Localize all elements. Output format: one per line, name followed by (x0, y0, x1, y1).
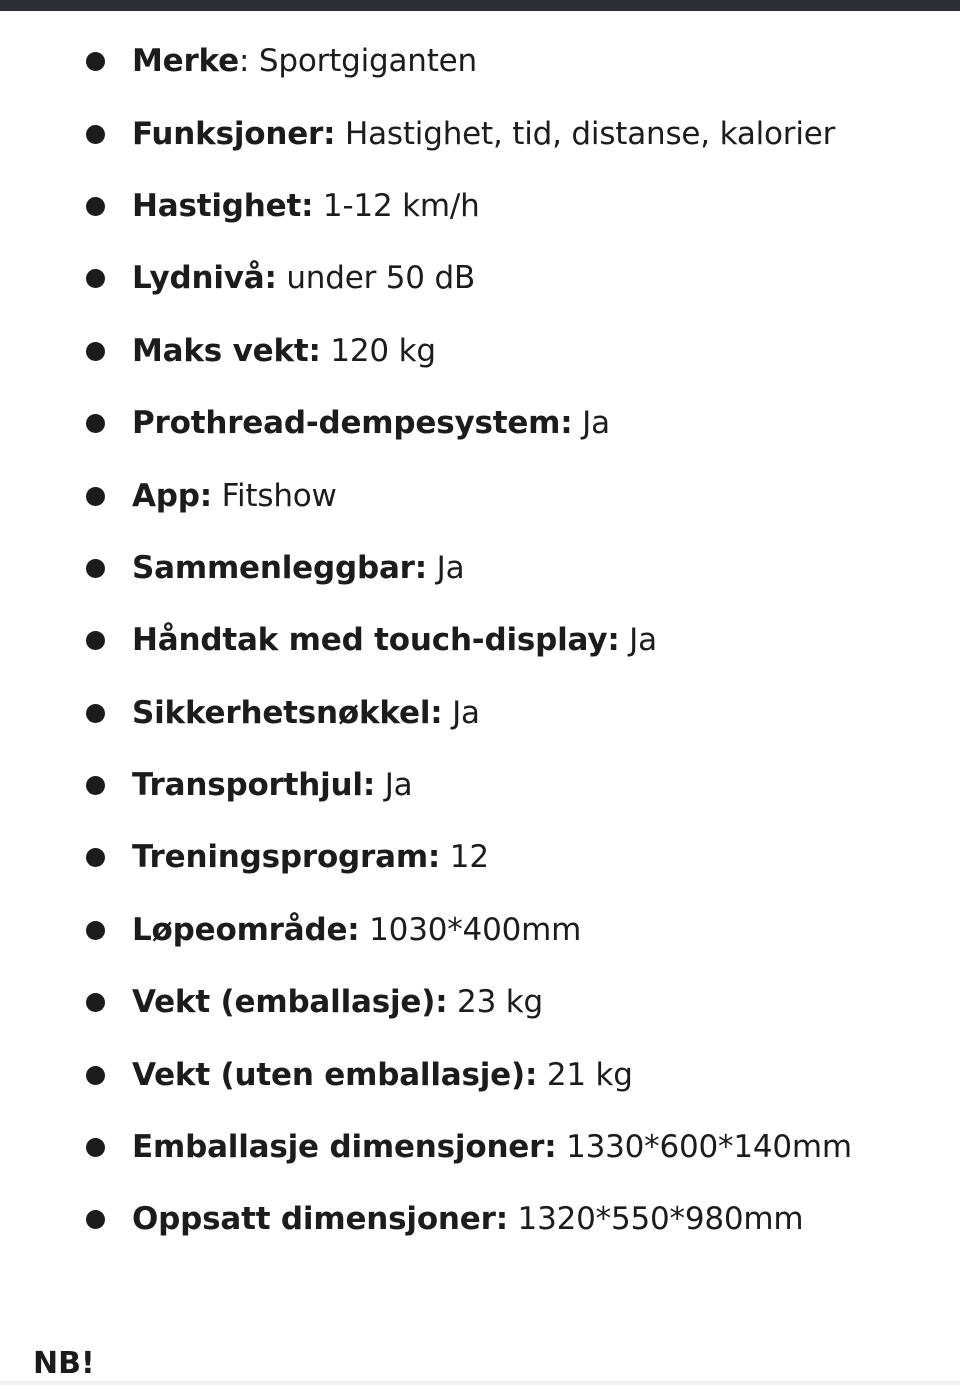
spec-label: Merke (132, 43, 239, 80)
note-heading: NB! (33, 1346, 95, 1381)
bullet-icon (86, 414, 105, 433)
bullet-icon (86, 197, 105, 216)
spec-label: Lydnivå: (132, 260, 277, 297)
spec-value: 1320*550*980mm (507, 1201, 804, 1238)
spec-label: Treningsprogram: (132, 839, 441, 876)
spec-label: Maks vekt: (132, 332, 321, 369)
spec-label: Sikkerhetsnøkkel: (132, 694, 443, 731)
spec-value: Ja (619, 622, 657, 659)
spec-item-sikkerhetsnokkel (0, 677, 960, 749)
spec-item-handtak (0, 604, 960, 676)
spec-item-hastighet (0, 170, 960, 242)
spec-item-vekt-uten-emballasje (0, 1038, 960, 1110)
bullet-icon (86, 704, 105, 723)
spec-label: Funksjoner: (132, 115, 336, 152)
spec-value: Ja (375, 767, 413, 804)
bullet-icon (86, 1210, 105, 1229)
spec-label: Transporthjul: (132, 767, 376, 804)
bullet-icon (86, 848, 105, 867)
spec-value: 1-12 km/h (313, 187, 480, 224)
spec-item-treningsprogram (0, 821, 960, 893)
spec-value: 12 (440, 839, 489, 876)
spec-value: Ja (442, 694, 480, 731)
bullet-icon (86, 52, 105, 71)
bullet-icon (86, 269, 105, 288)
bullet-icon (86, 993, 105, 1012)
bullet-icon (86, 1138, 105, 1157)
spec-item-emballasje-dimensjoner (0, 1111, 960, 1183)
spec-label: Vekt (uten emballasje): (132, 1056, 538, 1093)
spec-item-lydniva (0, 242, 960, 314)
spec-label: Vekt (emballasje): (132, 984, 448, 1021)
bullet-icon (86, 631, 105, 650)
spec-value: Sportgiganten (249, 43, 477, 80)
spec-label: Oppsatt dimensjoner: (132, 1201, 508, 1238)
spec-value: 1330*600*140mm (556, 1129, 852, 1166)
spec-value: under 50 dB (276, 260, 476, 297)
spec-separator: : (238, 43, 250, 80)
spec-value: Fitshow (211, 477, 337, 514)
spec-label: App: (132, 477, 212, 514)
spec-item-maks-vekt (0, 315, 960, 387)
spec-label: Emballasje dimensjoner: (132, 1129, 557, 1166)
spec-value: Ja (572, 405, 610, 442)
spec-item-oppsatt-dimensjoner (0, 1183, 960, 1255)
bullet-icon (86, 776, 105, 795)
spec-value: Ja (426, 549, 465, 586)
top-bar (0, 0, 960, 11)
spec-item-app (0, 459, 960, 531)
spec-label: Løpeområde: (132, 911, 360, 948)
spec-label: Hastighet: (132, 187, 314, 224)
bullet-icon (86, 342, 105, 361)
bullet-icon (86, 559, 105, 578)
spec-item-transporthjul (0, 749, 960, 821)
bullet-icon (86, 921, 105, 940)
bullet-icon (86, 125, 105, 144)
spec-label: Håndtak med touch-display: (132, 622, 620, 659)
spec-value: 21 kg (537, 1056, 633, 1093)
spec-value: 1030*400mm (359, 911, 582, 948)
spec-item-vekt-emballasje (0, 966, 960, 1038)
bottom-edge (0, 1381, 960, 1385)
bullet-icon (86, 487, 105, 506)
bullet-icon (86, 1066, 105, 1085)
spec-item-dempesystem (0, 387, 960, 459)
spec-item-merke (0, 25, 960, 97)
spec-label: Sammenleggbar: (132, 549, 427, 586)
spec-list (0, 25, 960, 1256)
spec-label: Prothread-dempesystem: (132, 405, 573, 442)
spec-item-sammenleggbar (0, 532, 960, 604)
spec-value: 120 kg (320, 332, 436, 369)
spec-value: 23 kg (447, 984, 543, 1021)
spec-item-funksjoner (0, 97, 960, 169)
spec-value: Hastighet, tid, distanse, kalorier (335, 115, 836, 152)
spec-item-lopeomrade (0, 894, 960, 966)
